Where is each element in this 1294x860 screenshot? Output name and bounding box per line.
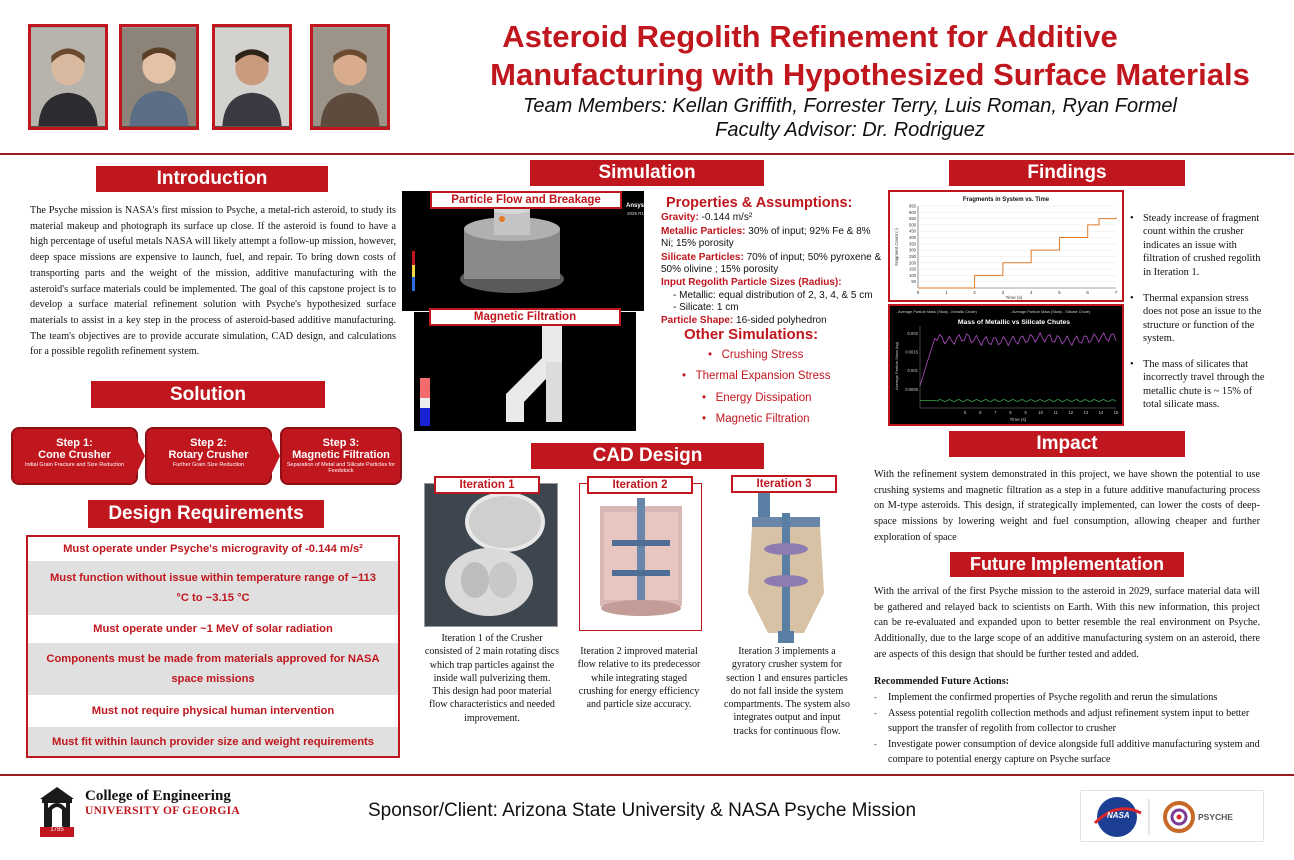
gravity-value: -0.144 m/s² xyxy=(698,212,753,223)
university-name: UNIVERSITY OF GEORGIA xyxy=(85,805,240,817)
iteration-1-caption: Iteration 1 of the Crusher consisted of 2 main rotating discs which trap particles against the inside wall pulverizing them. This design had poor material flow characteristics and needed improvement. xyxy=(424,633,560,724)
finding-text: Thermal expansion stress does not pose an issue to the structure or function of the system. xyxy=(1143,293,1262,345)
x-tick-label: 2 xyxy=(973,290,976,295)
y-tick-label: 50 xyxy=(911,279,916,285)
team-members: Team Members: Kellan Griffith, Forrester Terry, Luis Roman, Ryan Formel xyxy=(523,95,1177,117)
mass-chart-box xyxy=(888,304,1124,426)
silicate-label: Silicate Particles: xyxy=(661,251,744,263)
other-sim-item: • Magnetic Filtration xyxy=(702,413,810,425)
x-tick-label: 7 xyxy=(1114,290,1118,295)
future-body: With the arrival of the first Psyche mission to the asteroid in 2029, surface material data will be gathered and relayed back to scientists on Earth. With this new information, this project can be re-evaluated and expanded upon to better resemble the real environment on Psyche. Additionally, due to the large scope of an additive manufacturing system on an asteroid, there are aspects of this design that should be further tested and added. xyxy=(874,586,1260,660)
step-1-title: Cone Crusher xyxy=(38,449,111,461)
silicate-row xyxy=(661,252,885,277)
y-tick-label: 650 xyxy=(909,203,916,209)
title-line-1: Asteroid Regolith Refinement for Additive xyxy=(502,19,1118,54)
y-axis-label: Fragment Count (-) xyxy=(894,228,899,266)
iteration-3-caption: Iteration 3 implements a gyratory crusher system for section 1 and ensures particles do not fall inside the system compartments. The system also integrates output and input tracks for continuous flow. xyxy=(724,646,850,737)
y-tick-label: 150 xyxy=(909,266,916,272)
other-sim-item: • Energy Dissipation xyxy=(702,392,812,404)
other-simulations-heading: Other Simulations: xyxy=(684,326,819,343)
y-tick-label: 600 xyxy=(909,209,916,215)
design-requirements-heading: Design Requirements xyxy=(88,500,324,528)
team-photo-4 xyxy=(310,24,390,130)
particle-flow-image xyxy=(402,191,644,311)
legend-entry: - Average Particle Mass (Study - Silicate Chute) xyxy=(1010,310,1091,314)
other-sim-text: Magnetic Filtration xyxy=(715,413,810,425)
magnetic-filtration-label: Magnetic Filtration xyxy=(429,308,621,326)
y-axis-label: Average Particle Mass (kg) xyxy=(894,342,899,390)
future-action-text: Assess potential regolith collection methods and adjust refinement system input to better support the transfer of regolith from collector to crusher xyxy=(888,707,1250,734)
step-arrow-1 xyxy=(131,427,145,485)
team-photo-1 xyxy=(28,24,108,130)
finding-item: • Steady increase of fragment count within the crusher indicates an issue with filtration of crushed regolith in Iteration 1. xyxy=(1130,213,1261,278)
fragments-series-line xyxy=(918,217,1116,288)
team-photo-3 xyxy=(212,24,292,130)
other-sim-item: • Thermal Expansion Stress xyxy=(682,370,831,382)
impact-body: With the refinement system demonstrated in this project, we have shown the potential to use crushing systems and magnetic filtration as a step in a future additive manufacturing process on M-type asteroids. This design, if strategically implemented, can lower the costs of deep-space missions by lowering weight and fuel consumption, allowing cheaper and further exploration of space xyxy=(874,469,1260,543)
step-arrow-2 xyxy=(266,427,280,485)
x-tick-label: 5 xyxy=(964,410,967,415)
magnetic-filtration-image xyxy=(414,312,636,431)
y-tick-label: 200 xyxy=(909,260,916,266)
step-2-title: Rotary Crusher xyxy=(168,449,249,461)
chart-title: Mass of Metallic vs Silicate Chutes xyxy=(957,319,1071,326)
other-sim-item: • Crushing Stress xyxy=(708,349,804,361)
future-action-text: Implement the confirmed properties of Psyche regolith and rerun the simulations xyxy=(888,692,1218,703)
silicate-value: 70% of input; 50% pyroxene & 50% olivine ; 15% porosity xyxy=(661,251,882,276)
shape-label: Particle Shape: xyxy=(661,314,734,326)
x-axis-label: Time (s) xyxy=(1009,417,1027,422)
x-tick-label: 8 xyxy=(1009,410,1012,415)
step-2-number: Step 2: xyxy=(190,437,227,449)
size-silicate-text: Silicate: 1 cm xyxy=(679,302,739,314)
title-line-2: Manufacturing with Hypothesized Surface Materials xyxy=(490,57,1250,92)
particle-flow-label: Particle Flow and Breakage xyxy=(430,191,622,209)
size-metallic-text: Metallic: equal distribution of 2, 3, 4, & 5 cm xyxy=(679,289,873,301)
metallic-label: Metallic Particles: xyxy=(661,225,746,237)
y-tick-label: 450 xyxy=(909,228,916,234)
x-tick-label: 3 xyxy=(1001,290,1005,295)
step-2-desc: Further Grain Size Reduction xyxy=(172,462,245,468)
requirement-row: Must operate under ~1 MeV of solar radiation xyxy=(28,615,398,643)
iteration-1-image xyxy=(424,483,558,627)
future-action-item xyxy=(874,706,1264,737)
requirement-row: Components must be made from materials approved for NASA space missions xyxy=(28,643,398,695)
x-axis-label: Time (s) xyxy=(1005,295,1023,300)
y-tick-label: 0.0015 xyxy=(905,349,918,355)
x-tick-label: 6 xyxy=(979,410,982,415)
fragments-chart xyxy=(890,192,1122,300)
footer-divider xyxy=(0,774,1294,776)
sizes-row xyxy=(661,277,885,290)
future-action-item xyxy=(874,690,1264,706)
future-action-text: Investigate power consumption of device alongside full additive manufacturing system and compare to potential energy capture on Psyche surface xyxy=(888,738,1260,765)
x-tick-label: 5 xyxy=(1058,290,1061,295)
iteration-2-label: Iteration 2 xyxy=(587,476,693,494)
solution-heading: Solution xyxy=(91,381,325,408)
step-1-desc: Initial Grain Fracture and Size Reduction xyxy=(24,462,125,468)
finding-item: • The mass of silicates that incorrectly travel through the metallic chute is ~ 15% of total silicate mass. xyxy=(1130,359,1265,411)
x-tick-label: 0 xyxy=(916,290,920,295)
x-tick-label: 7 xyxy=(994,410,997,415)
size-silicate: - Silicate: 1 cm xyxy=(673,302,739,314)
iteration-2-image xyxy=(579,483,702,631)
fragments-chart-box xyxy=(888,190,1124,302)
x-tick-label: 1 xyxy=(945,290,948,295)
future-actions-list xyxy=(874,690,1264,768)
other-sim-text: Thermal Expansion Stress xyxy=(695,370,831,382)
cad-design-heading: CAD Design xyxy=(531,443,764,469)
requirement-row: Must not require physical human intervention xyxy=(28,695,398,727)
psyche-logo: PSYCHE xyxy=(1198,812,1233,822)
iteration-2-caption: Iteration 2 improved material flow relative to its predecessor while integrating staged crushing for energy efficiency and particle size accuracy. xyxy=(577,646,701,711)
simulation-heading: Simulation xyxy=(530,160,764,186)
y-tick-label: 350 xyxy=(909,241,916,247)
shape-value: 16-sided polyhedron xyxy=(733,314,827,326)
mass-chart xyxy=(890,306,1122,424)
iteration-3-image xyxy=(728,483,846,647)
gravity-label: Gravity: xyxy=(661,212,699,223)
x-tick-label: 4 xyxy=(1029,290,1033,295)
findings-heading: Findings xyxy=(949,160,1185,186)
finding-text: The mass of silicates that incorrectly travel through the metallic chute is ~ 15% of total silicate mass. xyxy=(1143,359,1265,411)
future-action-item xyxy=(874,737,1264,768)
future-actions-heading: Recommended Future Actions: xyxy=(874,676,1010,687)
size-metallic: - Metallic: equal distribution of 2, 3, 4, & 5 cm xyxy=(673,289,873,301)
solution-step-1 xyxy=(11,427,138,485)
requirement-row: Must function without issue within temperature range of −113 °C to −3.15 °C xyxy=(28,561,398,615)
properties-list xyxy=(661,212,885,327)
ansys-logo: Ansys xyxy=(626,203,645,209)
team-photo-2 xyxy=(119,24,199,130)
x-tick-label: 14 xyxy=(1098,410,1104,415)
header-divider xyxy=(0,153,1294,155)
nasa-logo: NASA xyxy=(1107,811,1130,820)
finding-text: Steady increase of fragment count within the crusher indicates an issue with filtration of crushed regolith in Iteration 1. xyxy=(1143,213,1261,278)
solution-step-2 xyxy=(145,427,272,485)
iteration-3-label: Iteration 3 xyxy=(731,475,837,493)
future-heading: Future Implementation xyxy=(950,552,1184,577)
requirement-row: Must fit within launch provider size and weight requirements xyxy=(28,727,398,756)
y-tick-label: 550 xyxy=(909,216,916,222)
requirement-row: Must operate under Psyche's microgravity of -0.144 m/s² xyxy=(28,537,398,561)
step-3-desc: Separation of Metal and Silicate Particles for Feedstock xyxy=(286,462,396,474)
chart-title: Fragments in System vs. Time xyxy=(962,197,1050,203)
y-tick-label: 250 xyxy=(909,253,916,259)
x-tick-label: 9 xyxy=(1024,410,1027,415)
legend-entry: - Average Particle Mass (Study - Metallic Chute) xyxy=(896,310,977,314)
x-tick-label: 11 xyxy=(1053,410,1058,415)
sizes-label: Input Regolith Particle Sizes (Radius): xyxy=(661,276,842,288)
step-3-title: Magnetic Filtration xyxy=(292,449,390,461)
other-sim-text: Crushing Stress xyxy=(721,349,804,361)
partner-logos xyxy=(1080,790,1264,842)
introduction-body: The Psyche mission is NASA's first mission to Psyche, a metal-rich asteroid, to study its material makeup and photograph its surface up close. If the asteroid is found to have a high percentage of useful metals NASA will likely attempt a follow-up mission, however, deep space missions are expensive to launch, fuel, and repair. To bring down costs of transporting parts and the weight of the mission, additive manufacturing with the asteroid's surface materials could be implemented. The goal of this capstone project is to develop a surface material refinement solution with Psyche's hypothesized surface materials to assist in a key step in the process of asteroid-based additive manufacturing. The team's objectives are to provide accurate simulation, CAD design, and calculations for a possible regolith refinement system. xyxy=(30,205,396,358)
iteration-1-label: Iteration 1 xyxy=(434,476,540,494)
ansys-version: 2025 R1 xyxy=(627,211,645,216)
y-tick-label: 0.0005 xyxy=(905,386,918,392)
metallic-value: 30% of input; 92% Fe & 8% Ni; 15% porosity xyxy=(661,225,871,250)
metallic-row xyxy=(661,226,885,251)
introduction-heading: Introduction xyxy=(96,166,328,192)
y-tick-label: 400 xyxy=(909,235,916,241)
x-tick-label: 6 xyxy=(1086,290,1089,295)
faculty-advisor: Faculty Advisor: Dr. Rodriguez xyxy=(715,119,985,141)
y-tick-label: 100 xyxy=(909,272,916,278)
gravity-row xyxy=(661,212,885,225)
step-3-number: Step 3: xyxy=(322,437,360,449)
step-1-number: Step 1: xyxy=(56,437,93,449)
y-tick-label: 0.001 xyxy=(907,368,918,374)
impact-heading: Impact xyxy=(949,431,1185,457)
x-tick-label: 13 xyxy=(1083,410,1089,415)
college-name: College of Engineering xyxy=(85,788,231,804)
poster-title xyxy=(420,18,1250,94)
solution-step-3 xyxy=(280,427,402,485)
other-sim-text: Energy Dissipation xyxy=(715,392,812,404)
y-tick-label: 500 xyxy=(909,222,916,228)
y-tick-label: 300 xyxy=(909,247,916,253)
finding-item: • Thermal expansion stress does not pose an issue to the structure or function of the system. xyxy=(1130,293,1262,345)
x-tick-label: 15 xyxy=(1113,410,1119,415)
sponsor-text: Sponsor/Client: Arizona State University & NASA Psyche Mission xyxy=(368,800,917,821)
properties-heading: Properties & Assumptions: xyxy=(666,195,853,211)
uga-year: 1785 xyxy=(50,827,64,833)
x-tick-label: 12 xyxy=(1068,410,1074,415)
x-tick-label: 10 xyxy=(1038,410,1043,415)
y-tick-label: 0.002 xyxy=(907,330,918,336)
